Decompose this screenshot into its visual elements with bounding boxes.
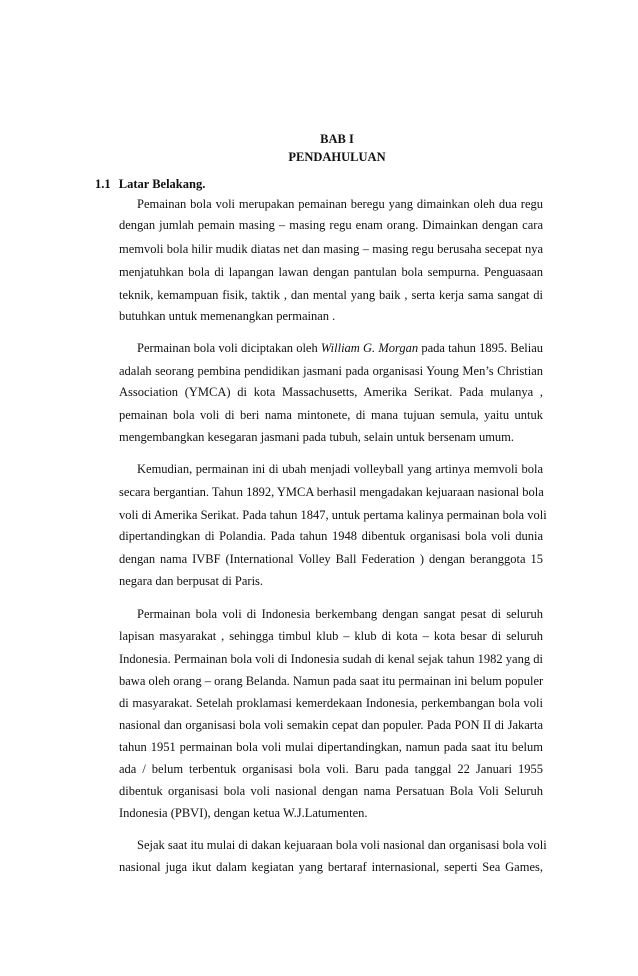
paragraph-3-line: voli di Amerika Serikat. Pada tahun 1847, untuk pertama kalinya permainan bola voli: [119, 508, 547, 522]
section-number: 1.1: [95, 177, 111, 191]
section-title: Latar Belakang.: [118, 177, 206, 191]
paragraph-4-line: Indonesia. Permainan bola voli di Indonesia sudah di kenal sejak tahun 1982 yang di: [119, 652, 543, 666]
chapter-label: BAB I: [320, 132, 354, 146]
paragraph-3-line: Kemudian, permainan ini di ubah menjadi volleyball yang artinya memvoli bola: [137, 462, 543, 476]
chapter-title: PENDAHULUAN: [288, 150, 386, 164]
paragraph-4-line: bawa oleh orang – orang Belanda. Namun pada saat itu permainan ini belum populer: [119, 674, 544, 688]
paragraph-1-line: memvoli bola hilir mudik diatas net dan masing – masing regu berusaha secepat nya: [119, 242, 543, 256]
paragraph-2-line: Association (YMCA) di kota Massachusetts, Amerika Serikat. Pada mulanya ,: [119, 385, 543, 399]
paragraph-3-line: negara dan berpusat di Paris.: [119, 574, 264, 588]
paragraph-4-line: Indonesia (PBVI), dengan ketua W.J.Latumenten.: [119, 806, 368, 820]
paragraph-1-line: Pemainan bola voli merupakan pemainan beregu yang dimainkan oleh dua regu: [137, 197, 543, 211]
paragraph-3-line: secara bergantian. Tahun 1892, YMCA berhasil mengadakan kejuaraan nasional bola: [119, 485, 544, 499]
person-name: William G. Morgan: [320, 341, 419, 355]
paragraph-4-line: tahun 1951 permainan bola voli mulai dipertandingkan, namun pada saat itu belum: [119, 740, 543, 754]
paragraph-3-line: dipertandingkan di Polandia. Pada tahun 1948 dibentuk organisasi bola voli dunia: [119, 529, 543, 543]
paragraph-4-line: nasional dan organisasi bola voli semakin cepat dan populer. Pada PON II di Jakarta: [119, 718, 543, 732]
paragraph-3-line: dengan nama IVBF (International Volley Ball Federation ) dengan beranggota 15: [119, 552, 543, 566]
section-heading: [95, 176, 205, 192]
paragraph-2-line: mengembangkan kesegaran jasmani pada tubuh, selain untuk bersenam umum.: [119, 430, 515, 444]
paragraph-1-line: teknik, kemampuan fisik, taktik , dan mental yang baik , serta kerja sama sangat di: [119, 288, 543, 302]
paragraph-2-line: adalah seorang pembina pendidikan jasmani pada organisasi Young Men’s Christian: [119, 364, 543, 378]
paragraph-5-line: nasional juga ikut dalam kegiatan yang bertaraf internasional, seperti Sea Games,: [119, 860, 543, 874]
paragraph-5-line: Sejak saat itu mulai di dakan kejuaraan bola voli nasional dan organisasi bola voli: [137, 838, 547, 852]
paragraph-2-line: pemainan bola voli di beri nama mintonete, di mana tujuan semula, yaitu untuk: [119, 408, 543, 422]
paragraph-4-line: ada / belum terbentuk organisasi bola voli. Baru pada tanggal 22 Januari 1955: [119, 762, 543, 776]
paragraph-4-line: lapisan masyarakat , sehingga timbul klub – klub di kota – kota besar di seluruh: [119, 629, 543, 643]
paragraph-1-line: menjatuhkan bola di lapangan lawan dengan pantulan bola sempurna. Penguasaan: [119, 265, 543, 279]
paragraph-1-line: dengan jumlah pemain masing – masing regu enam orang. Dimainkan dengan cara: [119, 218, 543, 232]
chapter-heading: [0, 130, 638, 166]
paragraph-2-first-line: Permainan bola voli diciptakan oleh William G. Morgan pada tahun 1895. Beliau: [137, 341, 544, 355]
paragraph-1-line: butuhkan untuk memenangkan permainan .: [119, 309, 336, 323]
paragraph-4-line: di masyarakat. Setelah proklamasi kemerdekaan Indonesia, perkembangan bola voli: [119, 696, 543, 710]
paragraph-4-line: dibentuk organisasi bola voli nasional dengan nama Persatuan Bola Voli Seluruh: [119, 784, 543, 798]
paragraph-4-line: Permainan bola voli di Indonesia berkembang dengan sangat pesat di seluruh: [137, 607, 543, 621]
